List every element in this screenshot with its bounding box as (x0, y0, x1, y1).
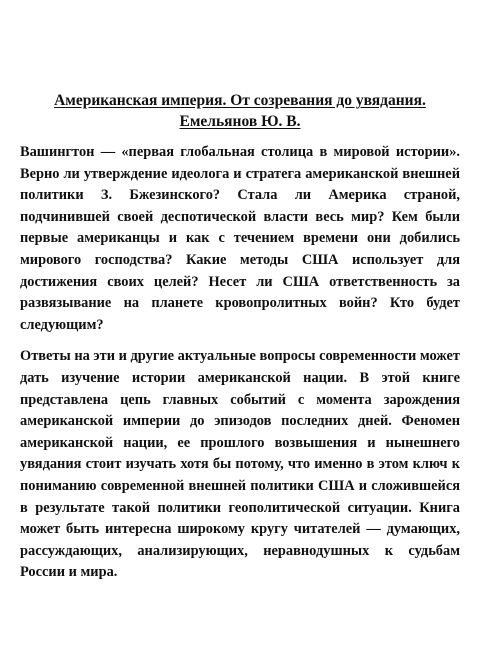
description-paragraph-2: Ответы на эти и другие актуальные вопросы современности может дать изучение истории американской нации. В этой книге представлена цепь главных событий с момента зарождения американской империи до эпизодов последних дней. Феномен американской нации, ее прошлого возвышения и нынешнего увядания стоит изучать хотя бы потому, что именно в этом ключ к пониманию современной внешней политики США и сложившейся в результате такой политики геополитической ситуации. Книга может быть интересна широкому кругу читателей — думающих, рассуждающих, анализирующих, неравнодушных к судьбам России и мира. (20, 348, 460, 581)
description-paragraph-1: Вашингтон — «первая глобальная столица в мировой истории». Верно ли утверждение идеолога и стратега американской внешней политики З. Бжезинского? Стала ли Америка страной, подчинившей своей деспотической власти весь мир? Кем были первые американцы и как с течением времени они добились мирового господства? Какие методы США использует для достижения своих целей? Несет ли США ответственность за развязывание на планете кровопролитных войн? Кто будет следующим? (20, 144, 460, 333)
document-page (20, 90, 460, 594)
book-heading (20, 90, 460, 132)
book-author: Емельянов Ю. В. (179, 113, 301, 130)
book-title: Американская империя. От созревания до увядания. (54, 92, 426, 109)
